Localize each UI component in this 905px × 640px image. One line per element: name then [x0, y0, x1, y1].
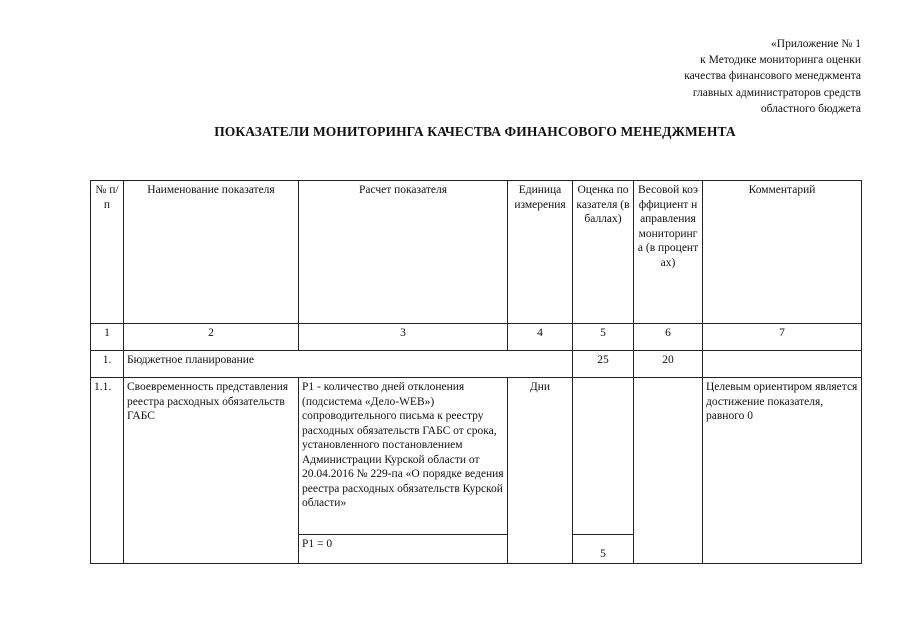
appendix-line: к Методике мониторинга оценки [700, 54, 861, 67]
header-unit: Единица измерения [508, 181, 573, 324]
table-header-row [91, 181, 862, 324]
header-name: Наименование показателя [124, 181, 299, 324]
document-title: ПОКАЗАТЕЛИ МОНИТОРИНГА КАЧЕСТВА ФИНАНСОВОГО МЕНЕДЖМЕНТА [214, 124, 736, 139]
section-comment [703, 351, 862, 378]
section-weight: 20 [634, 351, 703, 378]
appendix-line: «Приложение № 1 [771, 38, 861, 50]
column-number: 3 [299, 324, 508, 351]
indicator-calc: P1 - количество дней отклонения (подсистема «Дело-WEB») сопроводительного письма к реестру расходных обязательств ГАБС от срока, установленного постановлением Администрации Курской области от 20.04.2016 № 229-па «О порядке ведения реестра расходных обязательств Курской области» [299, 378, 508, 535]
header-score: Оценка показателя (в баллах) [573, 181, 634, 324]
column-number: 7 [703, 324, 862, 351]
indicator-num: 1.1. [91, 378, 124, 564]
section-score: 25 [573, 351, 634, 378]
indicator-weight-empty [634, 378, 703, 564]
appendix-line: областного бюджета [760, 102, 861, 115]
appendix-line: главных администраторов средств [692, 86, 861, 99]
header-num: № п/п [91, 181, 124, 324]
header-calc: Расчет показателя [299, 181, 508, 324]
appendix-note [684, 36, 861, 117]
indicator-name: Своевременность представления реестра расходных обязательств ГАБС [124, 378, 299, 564]
header-comment: Комментарий [703, 181, 862, 324]
appendix-line: качества финансового менеджмента [684, 70, 861, 83]
column-number: 6 [634, 324, 703, 351]
column-number: 5 [573, 324, 634, 351]
section-num: 1. [91, 351, 124, 378]
indicators-table [90, 180, 862, 564]
section-row [91, 351, 862, 378]
indicator-score-empty [573, 378, 634, 535]
header-weight: Весовой коэффициент направления мониторинга (в процентах) [634, 181, 703, 324]
column-number: 4 [508, 324, 573, 351]
indicator-comment: Целевым ориентиром является достижение показателя, равного 0 [703, 378, 862, 564]
section-name: Бюджетное планирование [124, 351, 573, 378]
indicator-row [91, 378, 862, 535]
indicator-unit: Дни [508, 378, 573, 564]
column-number: 2 [124, 324, 299, 351]
subrow-calc: P1 = 0 [299, 535, 508, 564]
subrow-score: 5 [573, 535, 634, 564]
column-number-row [91, 324, 862, 351]
column-number: 1 [91, 324, 124, 351]
